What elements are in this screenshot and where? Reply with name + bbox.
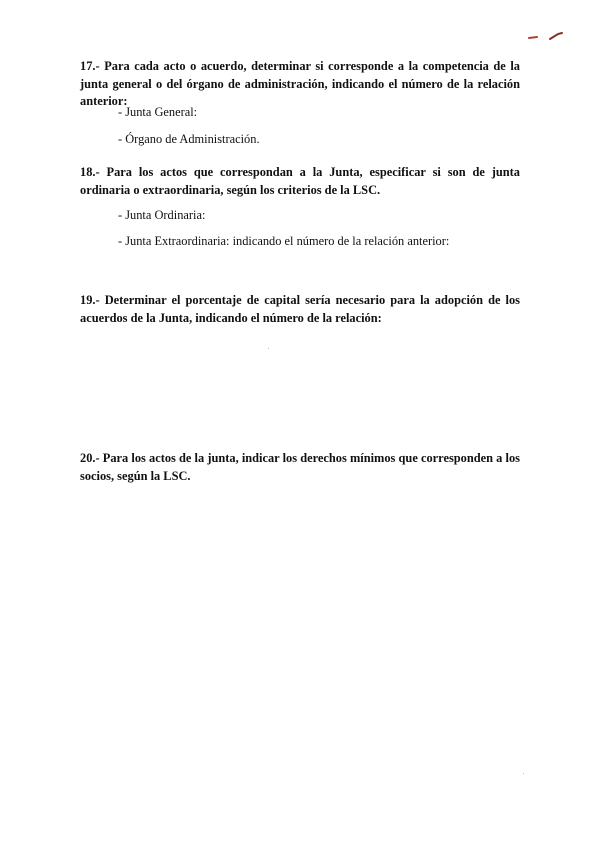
question-18-number: 18.- xyxy=(80,165,100,179)
question-20-text: Para los actos de la junta, indicar los derechos mínimos que corresponden a los socios, según la LSC. xyxy=(80,451,520,483)
question-18-text: Para los actos que correspondan a la Junta, especificar si son de junta ordinaria o extraordinaria, según los criterios de la LSC. xyxy=(80,165,520,197)
scan-speck xyxy=(523,773,524,774)
q18-item-junta-ordinaria: - Junta Ordinaria: xyxy=(118,208,206,222)
question-17-number: 17.- xyxy=(80,59,100,73)
scan-speck xyxy=(268,348,269,349)
question-19-text: Determinar el porcentaje de capital sería necesario para la adopción de los acuerdos de la Junta, indicando el número de la relación: xyxy=(80,293,520,325)
question-18 xyxy=(80,164,520,199)
question-17-text: Para cada acto o acuerdo, determinar si corresponde a la competencia de la junta general o del órgano de administración, indicando el número de la relación anterior: xyxy=(80,59,520,108)
q17-item-junta-general: - Junta General: xyxy=(118,105,198,119)
corner-pen-mark-icon xyxy=(528,30,564,42)
question-19-number: 19.- xyxy=(80,293,100,307)
question-17 xyxy=(80,58,520,111)
question-20-number: 20.- xyxy=(80,451,100,465)
q17-item-organo-administracion: - Órgano de Administración. xyxy=(118,132,260,146)
q18-item-junta-extraordinaria: - Junta Extraordinaria: indicando el número de la relación anterior: xyxy=(118,234,450,248)
question-19 xyxy=(80,292,520,327)
question-20 xyxy=(80,450,520,485)
